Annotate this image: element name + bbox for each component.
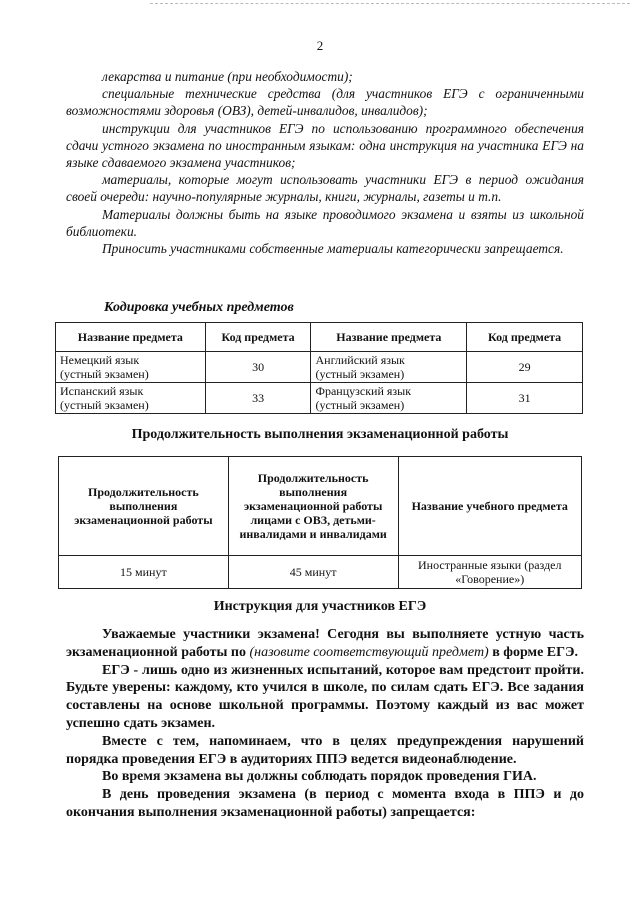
instruction-paragraph: [66, 626, 584, 662]
subject-name-cell: [311, 383, 467, 414]
instruction-paragraph: Во время экзамена вы должны соблюдать порядок проведения ГИА.: [102, 769, 537, 785]
instructions-heading: Инструкция для участников ЕГЭ: [213, 599, 427, 614]
subject-note: (устный экзамен): [315, 367, 405, 381]
placeholder-hint: (назовите соответствующий предмет): [249, 644, 489, 660]
subject-code: 29: [467, 352, 583, 383]
instruction-text: Уважаемые участники экзамена! Сегодня вы выполняете устную часть экзаменационной работы по: [66, 627, 584, 660]
subject-name: Английский язык: [315, 353, 405, 367]
page-number: 2: [316, 38, 324, 53]
subject-codes-table: [55, 322, 583, 414]
subject-code: 31: [467, 383, 583, 414]
duration-value: 15 минут: [59, 556, 229, 589]
duration-table: [58, 456, 582, 589]
column-header: Продолжительность выполнения экзаменационной работы лицами с ОВЗ, детьми-инвалидами и инвалидами: [228, 457, 398, 556]
scan-top-edge: [150, 3, 630, 4]
subject-code: 30: [205, 352, 311, 383]
instructions-body: [66, 626, 584, 822]
intro-paragraph: инструкции для участников ЕГЭ по использованию программного обеспечения сдачи устного экзамена по иностранным языкам: одна инструкция на участника ЕГЭ на языке сдаваемого экзамена участников;: [66, 120, 584, 171]
intro-paragraph: специальные технические средства (для участников ЕГЭ с ограниченными возможностями здоровья (ОВЗ), детей-инвалидов, инвалидов);: [66, 86, 584, 119]
column-header: Продолжительность выполнения экзаменационной работы: [59, 457, 229, 556]
subject-name: Немецкий язык: [60, 353, 140, 367]
codes-heading: Кодировка учебных предметов: [104, 300, 294, 315]
intro-list: [66, 68, 584, 257]
subject-name: Испанский язык: [60, 384, 144, 398]
subject-name: Французский язык: [315, 384, 412, 398]
subject-name-cell: [56, 352, 206, 383]
table-header-row: [56, 323, 583, 352]
instruction-paragraph: Вместе с тем, напоминаем, что в целях предупреждения нарушений порядка проведения ЕГЭ в аудиториях ППЭ ведется видеонаблюдение.: [66, 733, 584, 767]
instruction-text: в форме ЕГЭ.: [492, 644, 579, 660]
subject-name-cell: [56, 383, 206, 414]
intro-paragraph: Материалы должны быть на языке проводимого экзамена и взяты из школьной библиотеки.: [66, 206, 584, 239]
instruction-paragraph: В день проведения экзамена (в период с момента входа в ППЭ и до окончания выполнения экзаменационной работы) запрещается:: [66, 787, 584, 820]
table-header-row: [59, 457, 582, 556]
intro-paragraph: Приносить участниками собственные материалы категорически запрещается.: [102, 241, 564, 257]
subject-note: (устный экзамен): [60, 398, 149, 412]
column-header: Название учебного предмета: [398, 457, 582, 556]
duration-value-ovz: 45 минут: [228, 556, 398, 589]
column-header: Код предмета: [467, 323, 583, 352]
instruction-paragraph: ЕГЭ - лишь одно из жизненных испытаний, которое вам предстоит пройти. Будьте уверены: каждому, кто учился в школе, по силам сдать ЕГЭ. Все задания составлены на основе школьной программы. Поэтому каждый из вас может успешно сдать экзамен.: [66, 662, 584, 731]
column-header: Код предмета: [205, 323, 311, 352]
subject-note: (устный экзамен): [315, 398, 405, 412]
intro-paragraph: лекарства и питание (при необходимости);: [102, 69, 353, 84]
subject-name: Иностранные языки (раздел «Говорение»): [398, 556, 582, 589]
column-header: Название предмета: [311, 323, 467, 352]
table-row: [59, 556, 582, 589]
subject-name-cell: [311, 352, 467, 383]
subject-code: 33: [205, 383, 311, 414]
intro-paragraph: материалы, которые могут использовать участники ЕГЭ в период ожидания своей очереди: научно-популярные журналы, книги, журналы, газеты и т.п.: [66, 172, 584, 205]
table-row: [56, 352, 583, 383]
subject-note: (устный экзамен): [60, 367, 149, 381]
table-row: [56, 383, 583, 414]
column-header: Название предмета: [56, 323, 206, 352]
duration-heading: Продолжительность выполнения экзаменационной работы: [131, 427, 509, 442]
